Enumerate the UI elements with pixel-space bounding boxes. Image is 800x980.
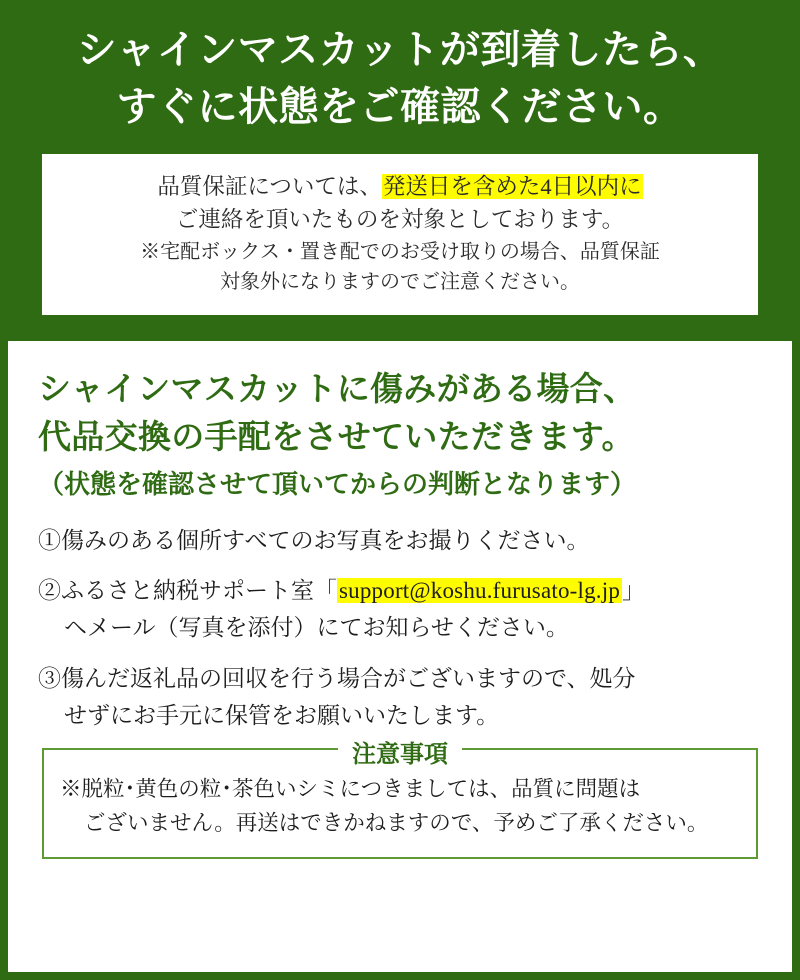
step-3-line-2: せずにお手元に保管をお願いいたします。 [64,702,500,728]
banner-section [8,0,792,341]
step-2-postfix: 」 [622,578,646,604]
caution-line-2: ございません。再送はできかねますので、予めご了承ください。 [84,811,709,836]
main-section [8,341,792,859]
steps-list [38,522,762,734]
guarantee-line-3: ※宅配ボックス・置き配でのお受け取りの場合、品質保証 [140,241,660,264]
caution-text [60,772,740,841]
main-heading-line-2: 代品交換の手配をさせていただきます。 [38,419,635,456]
list-item [38,522,762,559]
step-2-prefix: ②ふるさと納税サポート室「 [38,578,337,604]
guarantee-line-1-prefix: 品質保証については、 [157,173,382,199]
step-3-line-1: ③傷んだ返礼品の回収を行う場合がございますので、処分 [38,665,636,691]
guarantee-highlight-deadline: 発送日を含めた4日以内に [382,173,642,199]
main-heading [38,367,762,463]
support-email[interactable]: support@koshu.furusato-lg.jp [339,578,621,604]
main-heading-line-1: シャインマスカットに傷みがある場合、 [38,372,637,409]
list-item [38,660,762,735]
caution-line-1: ※脱粒･黄色の粒･茶色いシミにつきましては、品質に問題は [60,777,641,802]
banner-title-line-2: すぐに状態をご確認ください。 [116,83,684,129]
main-subheading: （状態を確認させて頂いてからの判断となります） [38,469,637,499]
guarantee-line-1 [56,170,744,204]
step-2-line-2: ヘメール（写真を添付）にてお知らせください。 [64,615,569,641]
step-1-text: ①傷みのある個所すべてのお写真をお撮りください。 [38,527,590,553]
caution-box [42,742,758,859]
quality-guarantee-box [42,154,758,316]
guarantee-line-4: 対象外になりますのでご注意ください。 [220,271,580,294]
banner-title-line-1: シャインマスカットが到着したら、 [76,27,724,72]
list-item [38,572,762,647]
guarantee-line-2: ご連絡を頂いたものを対象としております。 [175,207,625,233]
caution-legend-label: 注意事項 [338,734,462,769]
banner-title [8,22,792,136]
